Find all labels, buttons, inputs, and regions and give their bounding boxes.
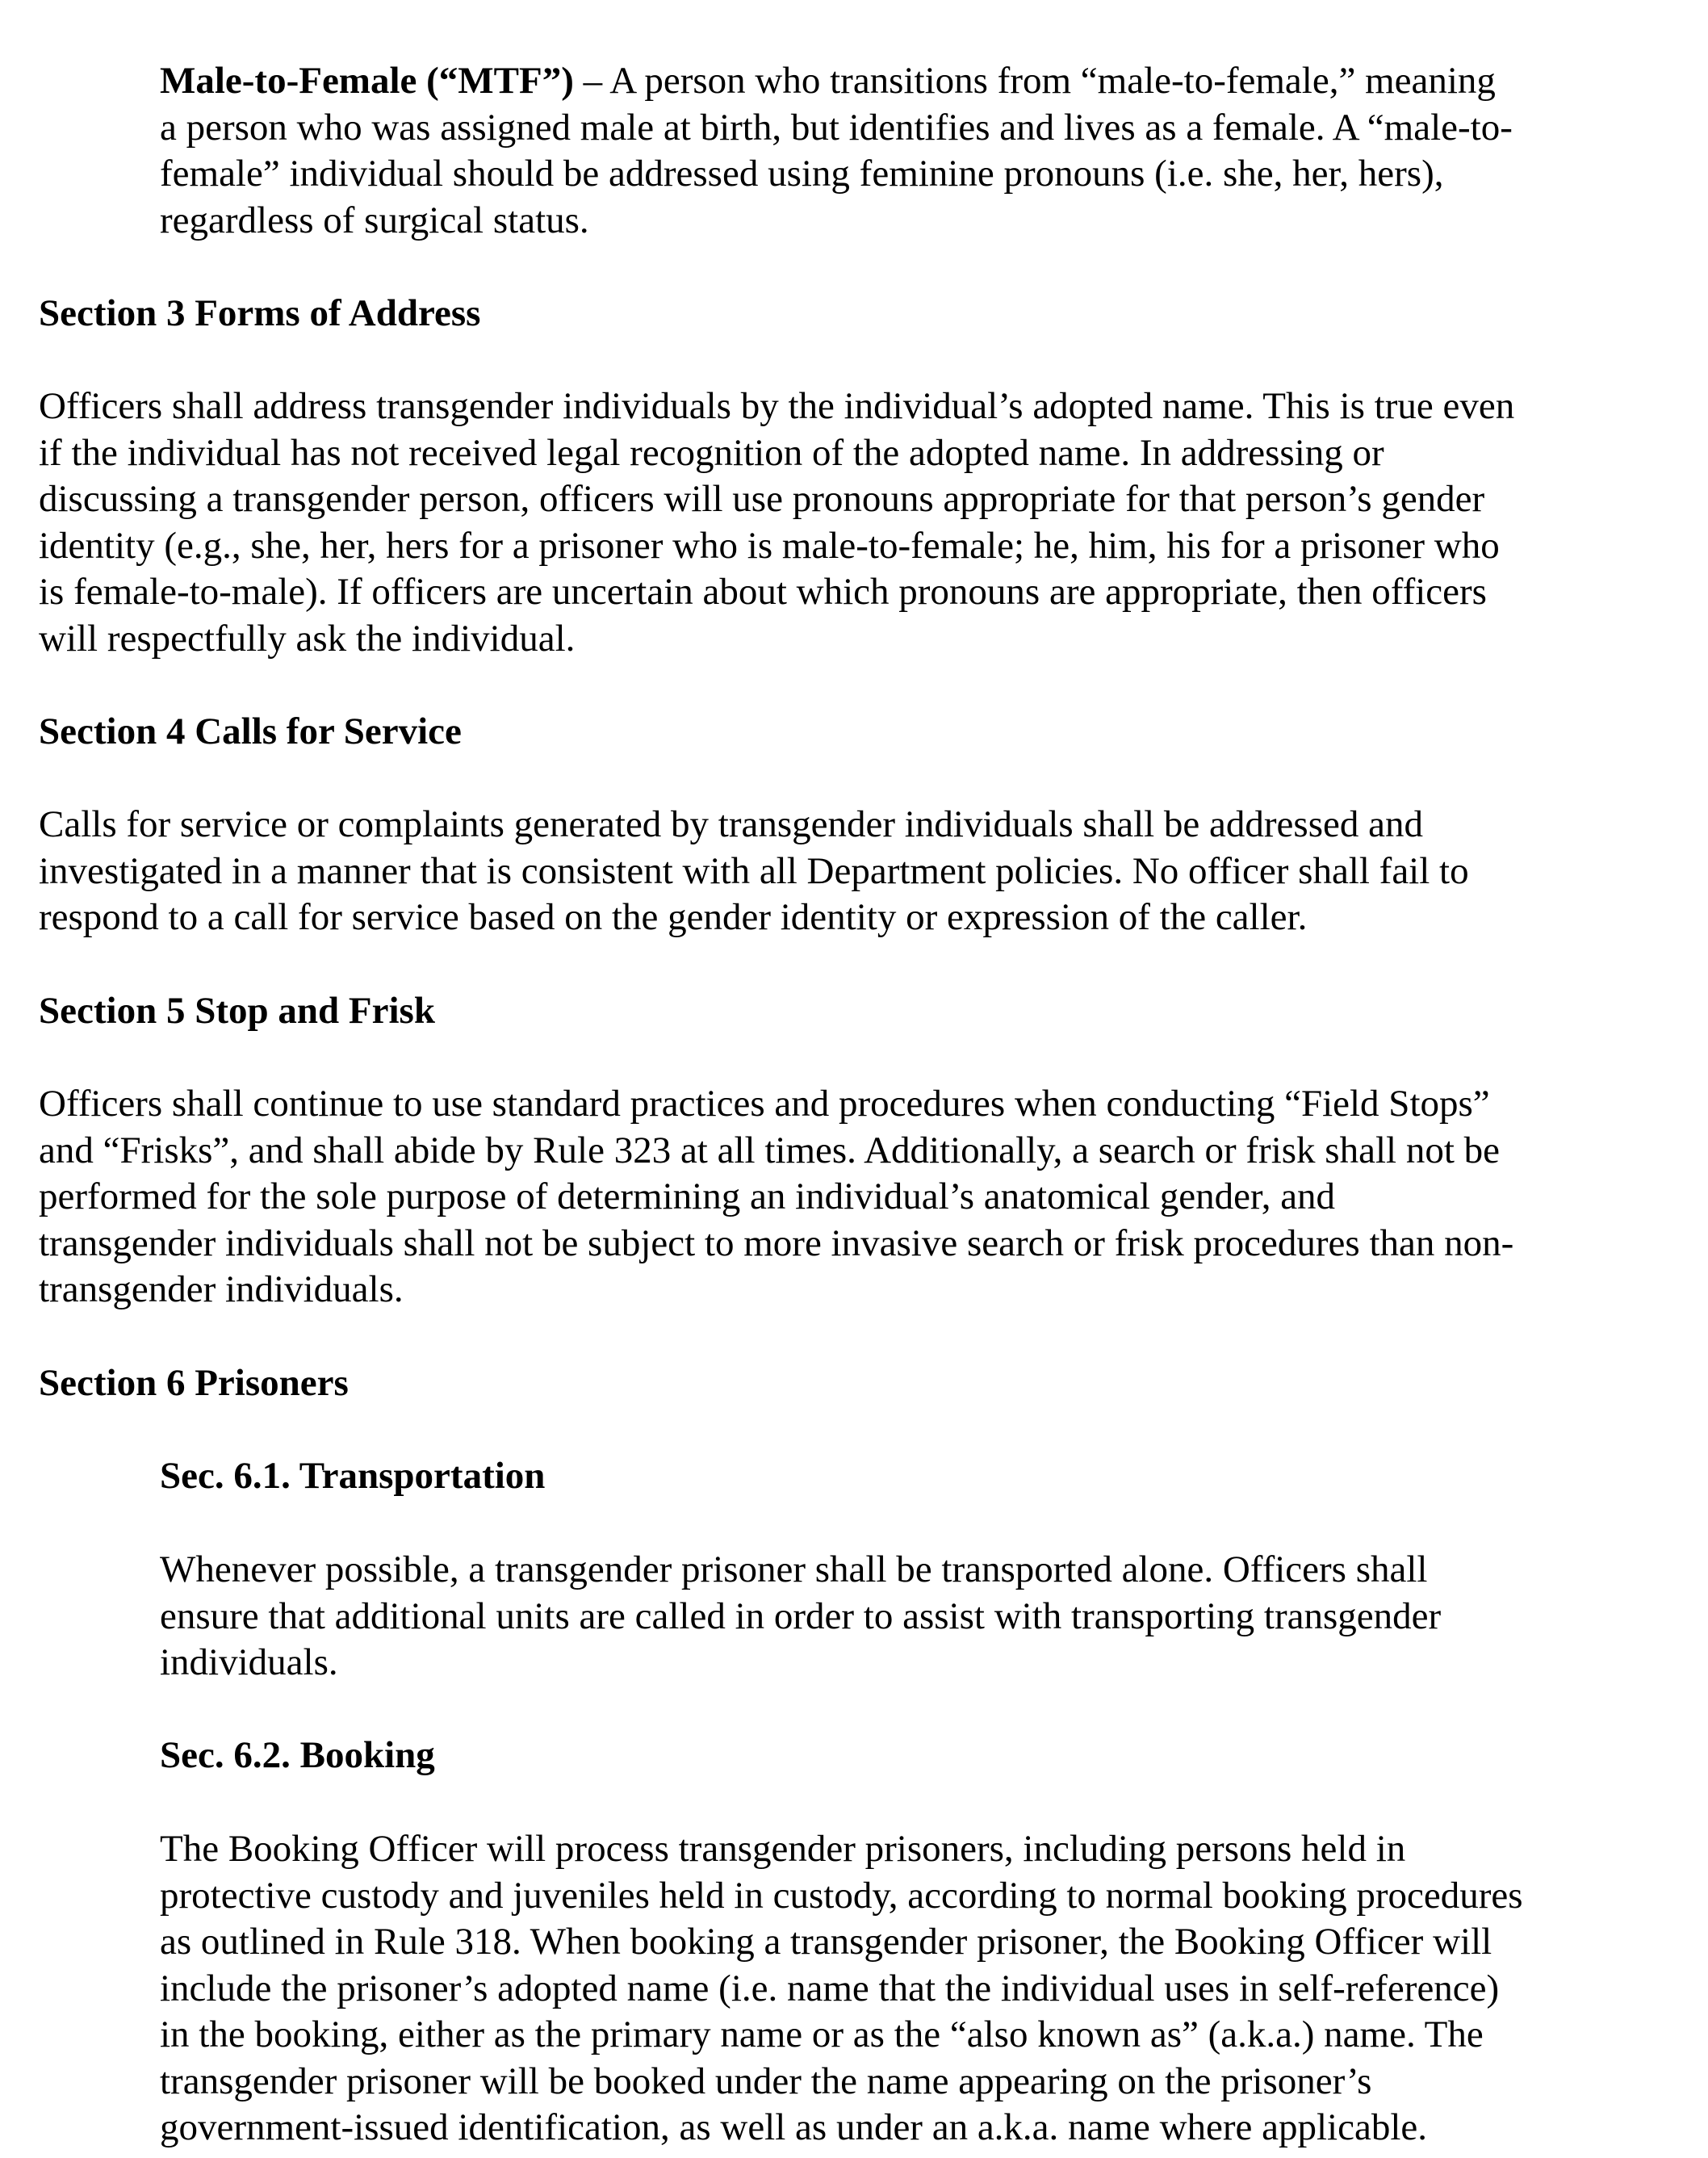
body-line: as outlined in Rule 318. When booking a transgender prisoner, the Booking Officer will	[160, 1921, 1492, 1963]
sec-6-2-heading: Sec. 6.2. Booking	[160, 1734, 435, 1776]
section-4-heading: Section 4 Calls for Service	[39, 710, 462, 752]
body-line: Officers shall address transgender individuals by the individual’s adopted name. This is true even	[39, 385, 1515, 427]
sec-6-1-body	[160, 1547, 1441, 1687]
body-line: will respectfully ask the individual.	[39, 617, 576, 660]
section-3-heading: Section 3 Forms of Address	[39, 292, 481, 334]
section-5-heading: Section 5 Stop and Frisk	[39, 990, 435, 1032]
body-line: ensure that additional units are called in order to assist with transporting transgender	[160, 1594, 1442, 1637]
definition-mtf	[160, 58, 1513, 244]
body-line: respond to a call for service based on the gender identity or expression of the caller.	[39, 896, 1308, 938]
sec-6-2-body	[160, 1826, 1523, 2152]
section-3-body	[39, 383, 1514, 662]
body-line: transgender prisoner will be booked under the name appearing on the prisoner’s	[160, 2060, 1372, 2102]
body-line: and “Frisks”, and shall abide by Rule 323 at all times. Additionally, a search or frisk shall not be	[39, 1129, 1500, 1171]
body-line: identity (e.g., she, her, hers for a prisoner who is male-to-female; he, him, his for a prisoner who	[39, 524, 1500, 567]
body-line: performed for the sole purpose of determining an individual’s anatomical gender, and	[39, 1175, 1336, 1217]
definition-line: – A person who transitions from “male-to-female,” meaning	[573, 60, 1496, 102]
body-line: transgender individuals shall not be subject to more invasive search or frisk procedures than non-	[39, 1221, 1514, 1264]
body-line: discussing a transgender person, officers will use pronouns appropriate for that person’s gender	[39, 478, 1485, 520]
body-line: government-issued identification, as well as under an a.k.a. name where applicable.	[160, 2106, 1428, 2148]
body-line: investigated in a manner that is consistent with all Department policies. No officer shall fail to	[39, 849, 1469, 892]
body-line: individuals.	[160, 1641, 338, 1683]
section-6-heading: Section 6 Prisoners	[39, 1362, 349, 1404]
sec-6-1-heading: Sec. 6.1. Transportation	[160, 1455, 546, 1497]
body-line: Officers shall continue to use standard practices and procedures when conducting “Field Stops”	[39, 1083, 1490, 1125]
section-4-body	[39, 802, 1469, 941]
body-line: The Booking Officer will process transgender prisoners, including persons held in	[160, 1828, 1406, 1870]
definition-line: regardless of surgical status.	[160, 199, 589, 241]
body-line: include the prisoner’s adopted name (i.e. name that the individual uses in self-reference)	[160, 1967, 1500, 2009]
body-line: in the booking, either as the primary name or as the “also known as” (a.k.a.) name. The	[160, 2013, 1484, 2055]
body-line: if the individual has not received legal recognition of the adopted name. In addressing or	[39, 431, 1384, 474]
body-line: transgender individuals.	[39, 1268, 404, 1310]
body-line: protective custody and juveniles held in custody, according to normal booking procedures	[160, 1874, 1523, 1917]
definition-line: a person who was assigned male at birth, but identifies and lives as a female. A “male-to-	[160, 106, 1513, 149]
definition-line: female” individual should be addressed using feminine pronouns (i.e. she, her, hers),	[160, 153, 1444, 195]
definition-term: Male-to-Female (“MTF”)	[160, 60, 574, 102]
body-line: Calls for service or complaints generated by transgender individuals shall be addressed and	[39, 803, 1423, 845]
section-5-body	[39, 1081, 1513, 1314]
body-line: Whenever possible, a transgender prisoner shall be transported alone. Officers shall	[160, 1548, 1428, 1590]
body-line: is female-to-male). If officers are uncertain about which pronouns are appropriate, then officers	[39, 571, 1487, 613]
